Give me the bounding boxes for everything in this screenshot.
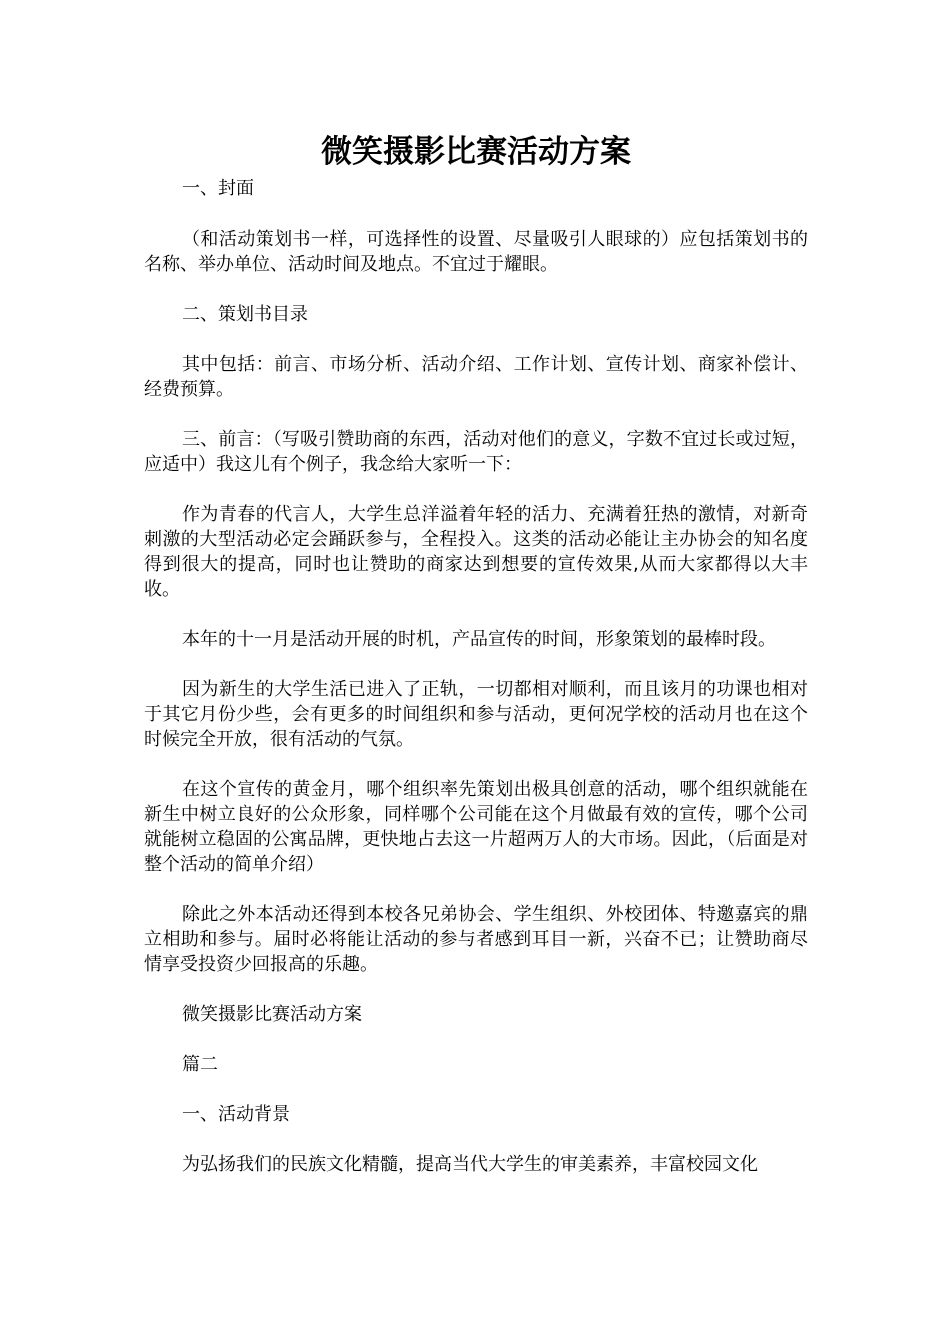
document-title: 微笑摄影比赛活动方案 [321,134,631,170]
paragraph-youth: 作为青春的代言人，大学生总洋溢着年轻的活力、充满着狂热的激情，对新奇刺激的大型活动必定会踊跃参与，全程投入。这类的活动必能让主办协会的知名度得到很大的提高，同时也让赞助的商家达到想要的宣传效果,从而大家都得以大丰收。 [144,504,808,600]
paragraph-background: 为弘扬我们的民族文化精髓，提高当代大学生的审美素养，丰富校园文化 [182,1154,758,1175]
paragraph-toc-desc: 其中包括：前言、市场分析、活动介绍、工作计划、宣传计划、商家补偿计、经费预算。 [144,354,808,400]
paragraph-golden-month: 在这个宣传的黄金月，哪个组织率先策划出极具创意的活动，哪个组织就能在新生中树立良好的公众形象，同样哪个公司能在这个月做最有效的宣传，哪个公司就能树立稳固的公寓品牌，更快地占去这一片超两万人的大市场。因此，（后面是对整个活动的简单介绍） [144,779,808,875]
document-page [144,128,808,1177]
paragraph-november: 本年的十一月是活动开展的时机，产品宣传的时间，形象策划的最棒时段。 [182,629,776,650]
section-heading-part-two: 篇二 [182,1054,218,1075]
section-heading-toc: 二、策划书目录 [182,304,308,325]
paragraph-title-repeat: 微笑摄影比赛活动方案 [182,1004,362,1025]
paragraph-support: 除此之外本活动还得到本校各兄弟协会、学生组织、外校团体、特邀嘉宾的鼎立相助和参与。届时必将能让活动的参与者感到耳目一新，兴奋不已；让赞助商尽情享受投资少回报高的乐趣。 [144,904,808,975]
section-heading-background: 一、活动背景 [182,1104,290,1125]
section-heading-preface: 三、前言：（写吸引赞助商的东西，活动对他们的意义，字数不宜过长或过短，应适中）我这儿有个例子，我念给大家听一下： [144,429,808,475]
paragraph-new-students: 因为新生的大学生活已进入了正轨，一切都相对顺利，而且该月的功课也相对于其它月份少些，会有更多的时间组织和参与活动，更何况学校的活动月也在这个时候完全开放，很有活动的气氛。 [144,679,808,750]
section-heading-cover: 一、封面 [182,178,254,199]
paragraph-cover-desc: （和活动策划书一样，可选择性的设置、尽量吸引人眼球的）应包括策划书的名称、举办单位、活动时间及地点。不宜过于耀眼。 [144,229,808,275]
